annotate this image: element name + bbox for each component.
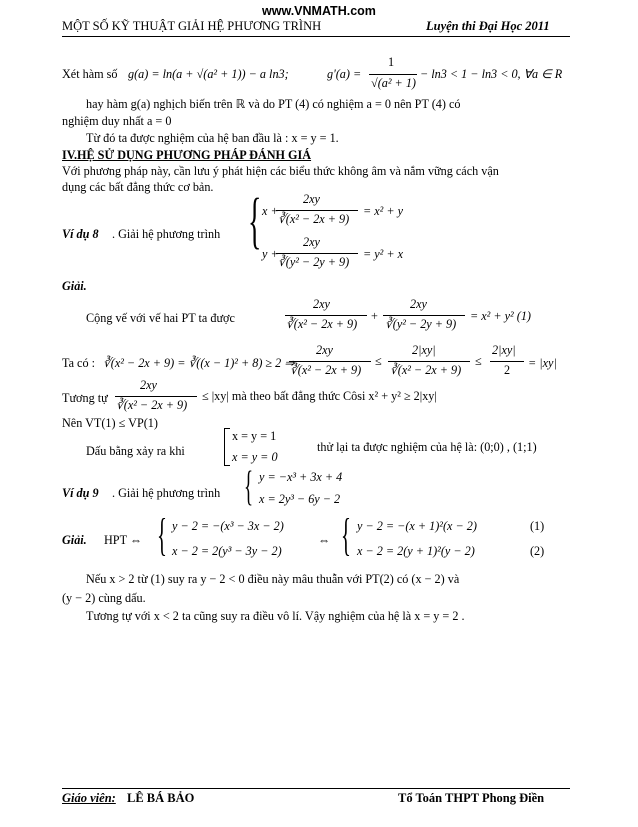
sol8-taco-bar1: [289, 361, 371, 362]
ex8-eq1-bar: [276, 210, 358, 211]
ex8-eq2-bar: [276, 253, 358, 254]
header-right: Luyện thi Đại Học 2011: [426, 19, 550, 33]
ex9-label: Ví dụ 9: [62, 486, 99, 500]
footer-teacher-name: LÊ BÁ BẢO: [127, 791, 195, 805]
sol8-nen: Nên VT(1) ≤ VP(1): [62, 416, 158, 430]
footer-rule: [62, 788, 570, 789]
sol8-tt-rhs: ≤ |xy| mà theo bất đẳng thức Côsi x² + y² ≥ 2|xy|: [202, 389, 437, 403]
sol8-add-rhs: = x² + y² (1): [470, 309, 531, 323]
sol8-taco-expr: ∛(x² − 2x + 9) = ∛((x − 1)² + 8) ≥ 2 ⇒: [103, 356, 295, 370]
sol9-brace1: {: [157, 509, 167, 560]
sol9-brace2: {: [341, 509, 351, 560]
sol8-taco-num1: 2xy: [316, 343, 333, 357]
sol8-tt-num: 2xy: [140, 378, 157, 392]
ex8-brace: {: [248, 187, 262, 255]
section-line2: dụng các bất đẳng thức cơ bản.: [62, 180, 214, 194]
ex9-text: . Giải hệ phương trình: [112, 486, 221, 500]
sol8-taco-end: = |xy|: [528, 356, 557, 370]
section-title: IV.HỆ SỬ DỤNG PHƯƠNG PHÁP ĐÁNH GIÁ: [62, 148, 312, 162]
sol8-giai: Giải.: [62, 279, 87, 293]
sol8-add-text: Cộng vế với vế hai PT ta được: [86, 311, 235, 325]
sol8-add-plus: +: [371, 309, 378, 323]
sol8-add-den1: ∛(x² − 2x + 9): [286, 317, 358, 331]
sol9-iff: ⇔: [318, 533, 331, 547]
p1-line3: nghiệm duy nhất a = 0: [62, 114, 172, 128]
ex8-eq1-rhs: = x² + y: [363, 204, 404, 218]
sol9-neu: Nếu x > 2 từ (1) suy ra y − 2 < 0 điều này mâu thuẫn với PT(2) có (x − 2) và: [86, 572, 460, 586]
footer-teacher-label: Giáo viên:: [62, 791, 116, 805]
ex9-brace: {: [244, 464, 254, 510]
p1-intro: Xét hàm số: [62, 67, 118, 81]
sol8-bracket: [224, 428, 230, 466]
sol8-add-num1: 2xy: [313, 297, 330, 311]
ex8-eq2-den: ∛(y² − 2y + 9): [278, 255, 350, 269]
sol8-taco-bar3: [490, 361, 524, 362]
sol8-tt-den: ∛(x² − 2x + 9): [116, 398, 188, 412]
sol8-case2: x = y = 0: [232, 450, 278, 464]
sol9-tag1: (1): [530, 519, 545, 533]
sol8-add-bar2: [383, 315, 465, 316]
site-url: www.VNMATH.com: [262, 4, 376, 18]
sol8-taco-bar2: [388, 361, 470, 362]
sol9-giai: Giải.: [62, 533, 87, 547]
ex8-label: Ví dụ 8: [62, 227, 99, 241]
sol8-taco: Ta có :: [62, 356, 95, 370]
p1-derivative-rhs: − ln3 < 1 − ln3 < 0, ∀a ∈ R: [420, 67, 563, 81]
sol8-case1: x = y = 1: [232, 429, 277, 443]
ex8-eq2-num: 2xy: [303, 235, 320, 249]
p1-derivative-num: 1: [388, 55, 395, 69]
sol8-taco-num2: 2|xy|: [412, 343, 436, 357]
sol8-taco-num3: 2|xy|: [492, 343, 516, 357]
sol8-add-den2: ∛(y² − 2y + 9): [385, 317, 457, 331]
sol8-dau-bang: Dấu bằng xảy ra khi: [86, 444, 185, 458]
p1-line4: Từ đó ta được nghiệm của hệ ban đầu là : x = y = 1.: [86, 131, 339, 145]
ex8-text: . Giải hệ phương trình: [112, 227, 221, 241]
p1-frac-bar: [369, 74, 417, 75]
sol9-tag2: (2): [530, 544, 545, 558]
header-rule: [62, 36, 570, 37]
sol8-add-num2: 2xy: [410, 297, 427, 311]
sol9-sys1-a: y − 2 = −(x³ − 3x − 2): [172, 519, 284, 533]
sol8-taco-le2: ≤: [475, 354, 482, 368]
sol9-neu2: (y − 2) cùng dấu.: [62, 591, 146, 605]
p1-line2: hay hàm g(a) nghịch biến trên ℝ và do PT (4) có nghiệm a = 0 nên PT (4) có: [86, 97, 461, 111]
sol8-add-bar1: [285, 315, 367, 316]
sol9-sys2-a: y − 2 = −(x + 1)²(x − 2): [357, 519, 477, 533]
sol8-taco-den1: ∛(x² − 2x + 9): [290, 363, 362, 377]
ex8-eq2-rhs: = y² + x: [363, 247, 404, 261]
ex9-eq2: x = 2y³ − 6y − 2: [259, 492, 341, 506]
ex8-eq1-lhs: x +: [262, 204, 279, 218]
sol8-tt-bar: [115, 396, 197, 397]
ex8-eq1-den: ∛(x² − 2x + 9): [278, 212, 350, 226]
header-left: MỘT SỐ KỸ THUẬT GIẢI HỆ PHƯƠNG TRÌNH: [62, 19, 322, 33]
p1-derivative-lhs: g'(a) =: [327, 67, 362, 81]
sol8-thu-lai: thử lại ta được nghiệm của hệ là: (0;0) , (1;1): [317, 440, 537, 454]
ex9-eq1: y = −x³ + 3x + 4: [259, 470, 343, 484]
ex8-eq2-lhs: y +: [262, 247, 279, 261]
sol8-taco-le1: ≤: [375, 354, 382, 368]
p1-function-def: g(a) = ln(a + √(a² + 1)) − a ln3;: [128, 67, 289, 81]
sol8-taco-den3: 2: [504, 363, 511, 377]
sol9-tuongtu: Tương tự với x < 2 ta cũng suy ra điều vô lí. Vậy nghiệm của hệ là x = y = 2 .: [86, 609, 465, 623]
footer-right: Tổ Toán THPT Phong Điền: [398, 791, 545, 805]
sol9-hpt: HPT ⇔: [104, 533, 143, 547]
ex8-eq1-num: 2xy: [303, 192, 320, 206]
sol8-tuongtu: Tương tự: [62, 391, 108, 405]
sol9-sys1-b: x − 2 = 2(y³ − 3y − 2): [172, 544, 282, 558]
sol8-taco-den2: ∛(x² − 2x + 9): [390, 363, 462, 377]
section-line1: Với phương pháp này, cần lưu ý phát hiện các biểu thức không âm và nắm vững cách vận: [62, 164, 499, 178]
sol9-sys2-b: x − 2 = 2(y + 1)²(y − 2): [357, 544, 475, 558]
p1-derivative-den: √(a² + 1): [371, 76, 416, 90]
